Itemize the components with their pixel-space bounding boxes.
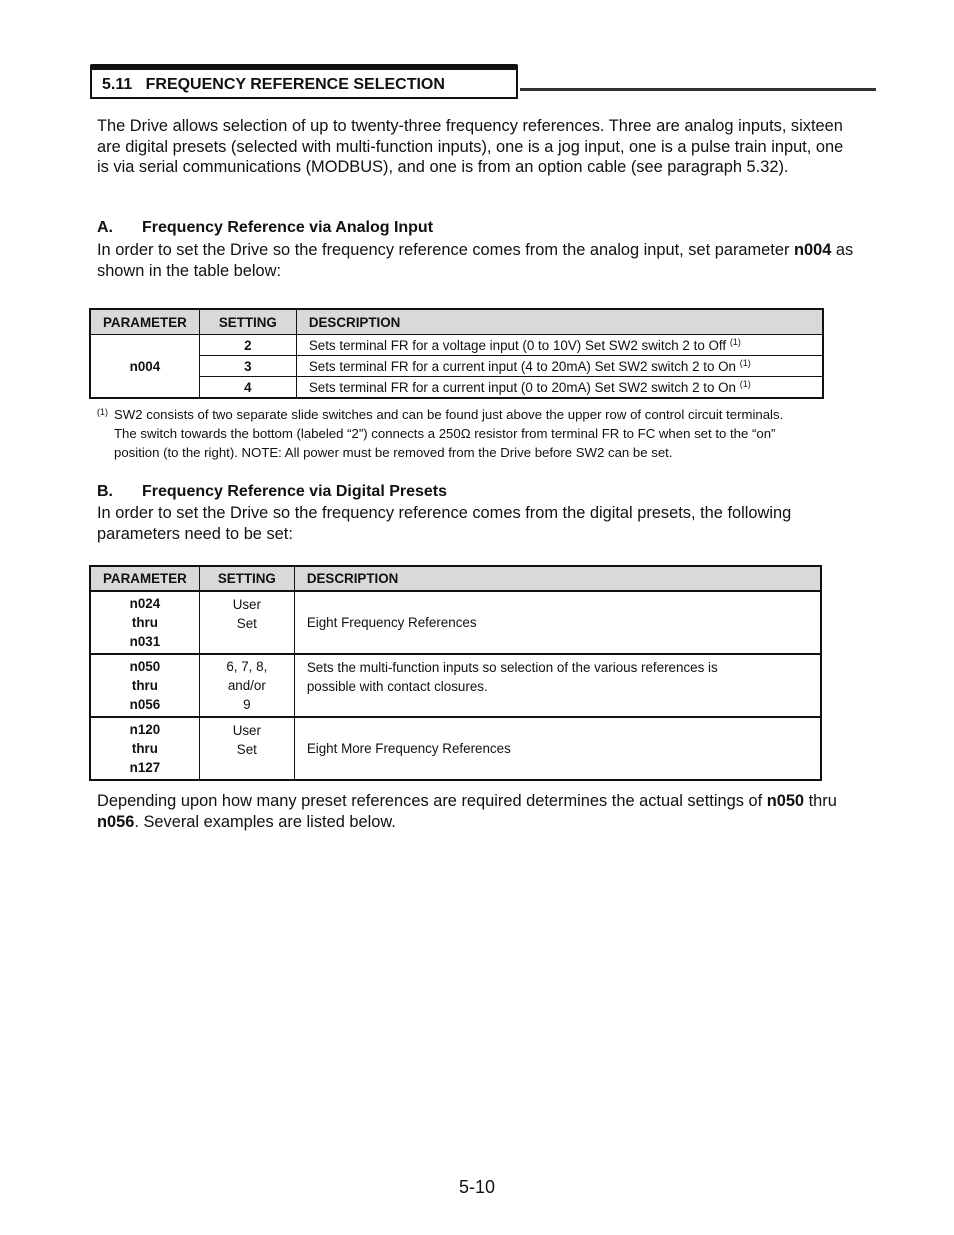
param-line: thru [131,615,158,630]
table-row [90,377,823,399]
setting-cell [199,717,294,780]
footnote [97,405,842,462]
description-cell: Sets the multi-function inputs so selection of the various references is possible with contact closures. [294,654,821,717]
page-number: 5-10 [459,1177,496,1197]
subsection-b-title: Frequency Reference via Digital Presets [142,483,448,500]
subsection-b-text: In order to set the Drive so the frequency reference comes from the digital presets, the following parameters need to be set: [97,504,792,543]
table-header-row [90,309,823,335]
table-row [90,654,821,717]
param-line: n127 [129,760,161,775]
closing-paragraph [97,791,857,832]
description-cell [296,377,823,399]
parameter-cell [90,717,199,780]
header-parameter: PARAMETER [90,309,199,335]
section-title-text: FREQUENCY REFERENCE SELECTION [145,76,445,93]
closing-text-post: . Several examples are listed below. [134,812,396,831]
description-cell: Eight Frequency References [294,591,821,654]
setting-cell: 2 [199,335,296,356]
setting-line: User [232,597,261,612]
subsection-a-text [97,240,857,281]
setting-line: and/or [227,678,266,693]
setting-line: Set [236,742,257,757]
section-rule [520,88,876,91]
footnote-line: position (to the right). NOTE: All power must be removed from the Drive before SW2 can be set. [114,445,673,460]
footnote-line: SW2 consists of two separate slide switches and can be found just above the upper row of control circuit terminals. [114,407,784,422]
parameter-cell [90,654,199,717]
subsection-a-title: Frequency Reference via Analog Input [142,219,434,236]
param-line: n031 [129,634,161,649]
subsection-a-label: A. [97,219,113,236]
param-line: n024 [129,596,161,611]
table-row [90,591,821,654]
description-cell: Eight More Frequency References [294,717,821,780]
param-line: thru [131,741,158,756]
parameter-cell: n004 [90,335,199,399]
param-line: n056 [129,697,161,712]
digital-presets-table [89,565,822,781]
header-parameter: PARAMETER [90,566,199,591]
description-text: Sets terminal FR for a voltage input (0 to 10V) Set SW2 switch 2 to Off [308,338,727,353]
setting-cell [199,654,294,717]
subsection-a-text-post: as shown in the table below: [97,241,854,280]
table-row [90,717,821,780]
param-line: n050 [129,659,161,674]
subsection-b-heading [97,483,447,501]
closing-text-mid: thru [804,792,837,810]
closing-text-pre: Depending upon how many preset references are required determines the actual settings of [97,792,767,810]
param-line: thru [131,678,158,693]
setting-line: User [232,723,261,738]
header-description: DESCRIPTION [294,566,821,591]
closing-param-1: n050 [766,792,805,810]
setting-cell: 4 [199,377,296,399]
header-setting: SETTING [199,309,296,335]
subsection-a-heading [97,219,433,237]
intro-paragraph: The Drive allows selection of up to twenty-three frequency references. Three are analog inputs, sixteen are digital presets (selected with multi-function inputs), one is a jog input, one is a pulse train input, one is via serial communications (MODBUS), and one is from an option cable (see paragraph 5.32). [97,117,844,176]
analog-input-table [89,308,824,399]
section-heading-box [90,68,518,99]
footnote-ref: (1) [739,379,751,389]
closing-param-2: n056 [97,812,135,831]
setting-line: 6, 7, 8, [226,659,268,674]
footnote-ref: (1) [729,337,741,347]
setting-cell: 3 [199,356,296,377]
subsection-b-label: B. [97,483,113,500]
section-title [102,76,445,94]
table-row [90,335,823,356]
footnote-line: The switch towards the bottom (labeled “2”) connects a 250Ω resistor from terminal FR to FC when set to the “on” [114,426,776,441]
description-cell [296,335,823,356]
table-header-row [90,566,821,591]
footnote-marker: (1) [97,407,108,417]
footnote-ref: (1) [739,358,751,368]
setting-line: 9 [243,697,251,712]
description-text: Sets terminal FR for a current input (0 to 20mA) Set SW2 switch 2 to On [308,380,737,395]
setting-line: Set [236,616,257,631]
description-text: Sets terminal FR for a current input (4 to 20mA) Set SW2 switch 2 to On [308,359,737,374]
section-number: 5.11 [102,76,133,93]
subsection-a-param: n004 [793,241,832,259]
description-cell [296,356,823,377]
parameter-cell [90,591,199,654]
header-description: DESCRIPTION [296,309,823,335]
table-row [90,356,823,377]
subsection-a-text-pre: In order to set the Drive so the frequency reference comes from the analog input, set parameter [97,241,790,259]
header-setting: SETTING [199,566,294,591]
setting-cell [199,591,294,654]
param-line: n120 [129,722,161,737]
